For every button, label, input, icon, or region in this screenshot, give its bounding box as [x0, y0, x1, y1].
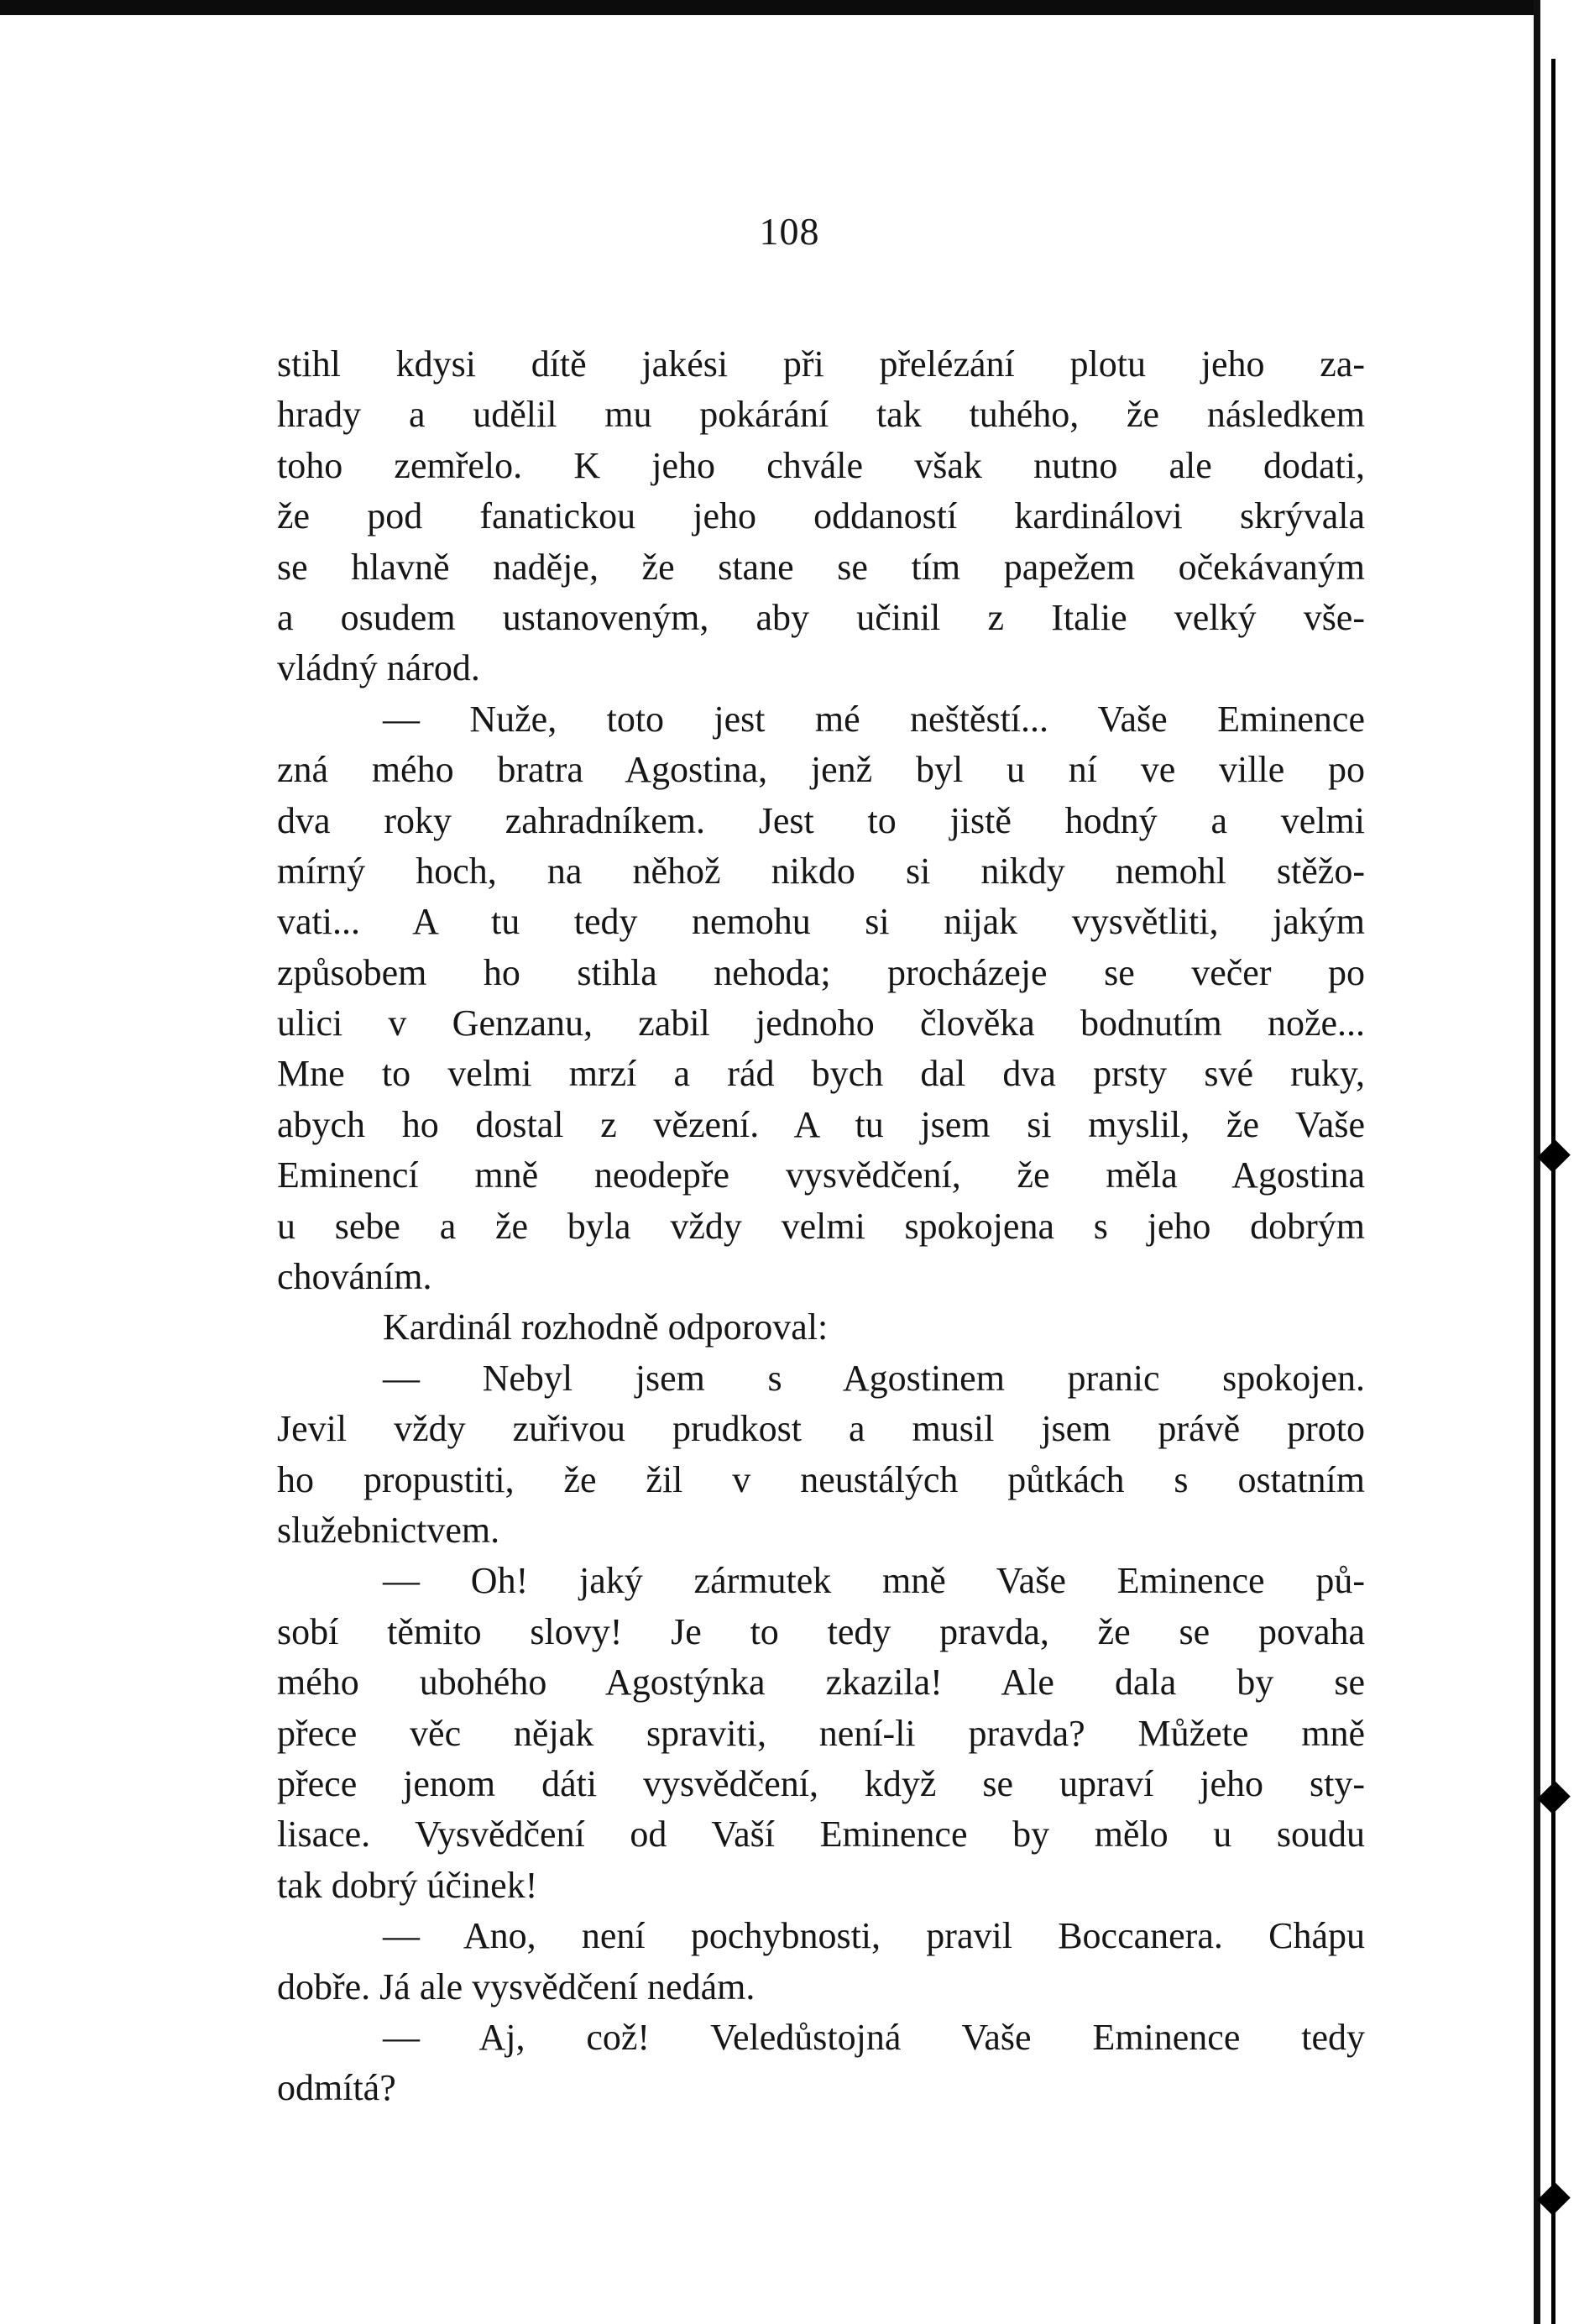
text-line: že pod fanatickou jeho oddaností kardinálovi skrývala — [277, 495, 1365, 537]
text-line: stihl kdysi dítě jakési při přelézání plotu jeho za- — [277, 343, 1365, 385]
text-line: chováním. — [277, 1256, 432, 1298]
text-line: zná mého bratra Agostina, jenž byl u ní ve ville po — [277, 749, 1365, 791]
text-line: Eminencí mně neodepře vysvědčení, že měla Agostina — [277, 1154, 1365, 1196]
text-line: sobí těmito slovy! Je to tedy pravda, že se povaha — [277, 1610, 1365, 1652]
text-line: Mne to velmi mrzí a rád bych dal dva prsty své ruky, — [277, 1053, 1365, 1095]
text-line: ulici v Genzanu, zabil jednoho člověka bodnutím nože... — [277, 1002, 1365, 1044]
text-line: hrady a udělil mu pokárání tak tuhého, že následkem — [277, 394, 1365, 436]
text-line: se hlavně naděje, že stane se tím papežem očekávaným — [277, 546, 1365, 588]
text-line: toho zemřelo. K jeho chvále však nutno ale dodati, — [277, 444, 1365, 486]
body-text — [277, 339, 1365, 2114]
text-line: abych ho dostal z vězení. A tu jsem si myslil, že Vaše — [277, 1103, 1365, 1145]
text-line: Jevil vždy zuřivou prudkost a musil jsem právě proto — [277, 1408, 1365, 1450]
page-number: 108 — [759, 210, 820, 253]
text-line: přece věc nějak spraviti, není-li pravda? Můžete mně — [277, 1712, 1365, 1754]
text-line: dva roky zahradníkem. Jest to jistě hodný a velmi — [277, 799, 1365, 841]
text-line: a osudem ustanoveným, aby učinil z Italie velký vše- — [277, 596, 1365, 638]
text-line: služebnictvem. — [277, 1509, 500, 1551]
text-line: lisace. Vysvědčení od Vaší Eminence by mělo u soudu — [277, 1814, 1365, 1856]
text-line: vládný národ. — [277, 647, 480, 689]
text-line: — Ano, není pochybnosti, pravil Boccanera. Chápu — [383, 1915, 1365, 1957]
text-line: ho propustiti, že žil v neustálých půtkách s ostatním — [277, 1458, 1365, 1500]
text-line: vati... A tu tedy nemohu si nijak vysvětliti, jakým — [277, 901, 1365, 943]
text-line: dobře. Já ale vysvědčení nedám. — [277, 1965, 756, 2007]
text-line: u sebe a že byla vždy velmi spokojena s jeho dobrým — [277, 1205, 1365, 1247]
text-line: Kardinál rozhodně odporoval: — [383, 1306, 829, 1348]
text-line: — Oh! jaký zármutek mně Vaše Eminence pů- — [383, 1560, 1365, 1602]
text-line: — Nuže, toto jest mé neštěstí... Vaše Eminence — [383, 698, 1365, 740]
text-line: způsobem ho stihla nehoda; procházeje se večer po — [277, 951, 1365, 993]
text-line: — Aj, což! Veledůstojná Vaše Eminence tedy — [383, 2016, 1365, 2058]
page-right-edge — [1534, 0, 1540, 2324]
scan-edge-line — [1551, 59, 1555, 2324]
text-line: tak dobrý účinek! — [277, 1864, 538, 1906]
text-line: mírný hoch, na něhož nikdo si nikdy nemohl stěžo- — [277, 850, 1365, 892]
text-line: přece jenom dáti vysvědčení, když se upraví jeho sty- — [277, 1762, 1365, 1804]
scan-top-border — [0, 0, 1579, 15]
text-line: mého ubohého Agostýnka zkazila! Ale dala by se — [277, 1662, 1365, 1704]
text-line: — Nebyl jsem s Agostinem pranic spokojen. — [383, 1357, 1365, 1399]
text-line: odmítá? — [277, 2067, 396, 2109]
